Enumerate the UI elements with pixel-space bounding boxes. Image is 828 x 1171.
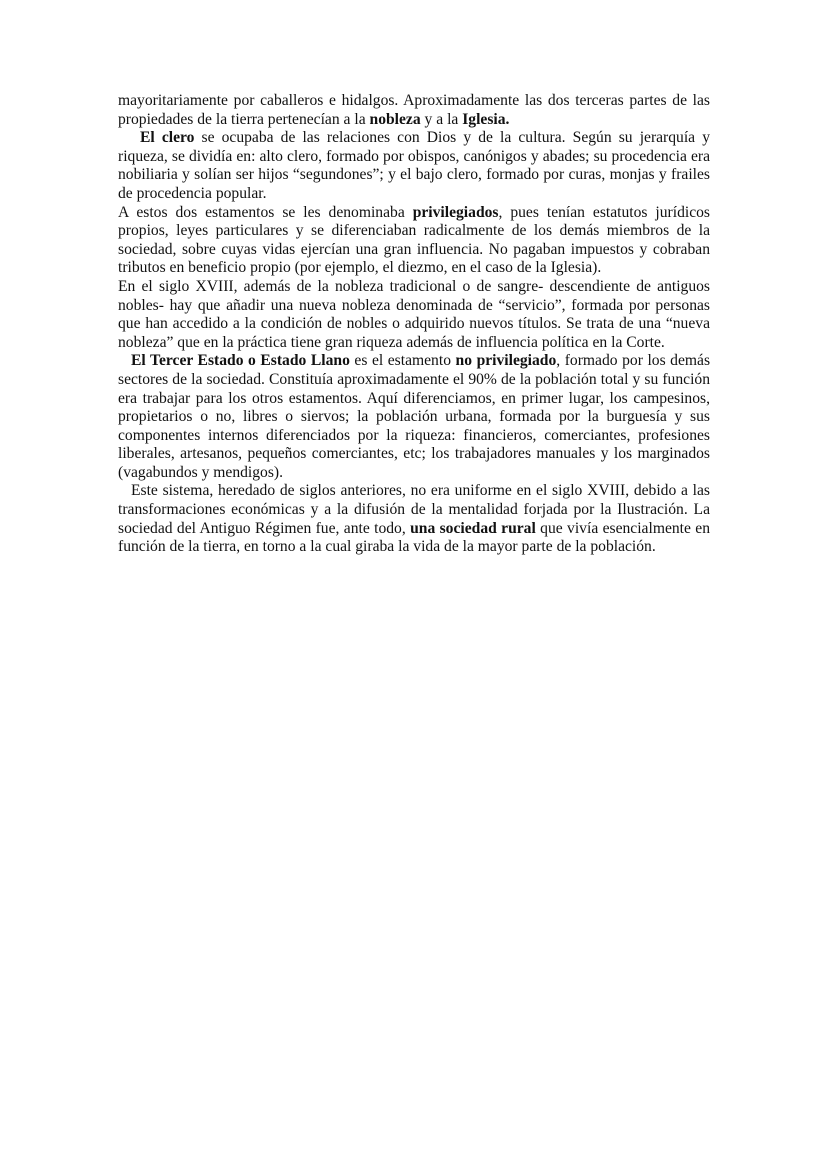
paragraph-text: y a la bbox=[420, 110, 463, 128]
paragraph-text: se ocupaba de las relaciones con Dios y de la cultura. Según su jerarquía y riqueza, se dividía en: alto clero, formado por obispos, canónigos y abades; su procedencia era nobiliaria y solían ser hijos “segundones”; y el bajo clero, formado por curas, monjas y frailes de procedencia popular. bbox=[118, 129, 710, 202]
document-page bbox=[118, 92, 710, 557]
paragraph-new-nobility bbox=[118, 278, 710, 352]
paragraph-third-estate bbox=[118, 352, 710, 482]
bold-term-clero: El clero bbox=[140, 129, 195, 147]
bold-term-iglesia: Iglesia. bbox=[462, 110, 510, 128]
paragraph-text: En el siglo XVIII, además de la nobleza tradicional o de sangre- descendiente de antiguos nobles- hay que añadir una nueva nobleza denominada de “servicio”, formada por personas que han accedido a la condición de nobles o adquirido nuevos títulos. Se trata de una “nueva nobleza” que en la práctica tiene gran riqueza además de influencia política en la Corte. bbox=[118, 277, 710, 351]
bold-term-nobleza: nobleza bbox=[369, 110, 421, 128]
paragraph-text: , pues tenían estatutos jurídicos propios, leyes particulares y se diferenciaban radicalmente de los demás miembros de la sociedad, sobre cuyas vidas ejercían una gran influencia. No pagaban impuestos y cobraban tributos en beneficio propio (por ejemplo, el diezmo, en el caso de la Iglesia). bbox=[118, 203, 710, 277]
paragraph-text: Este sistema, heredado de siglos anteriores, no era uniforme en el siglo XVIII, debido a las transformaciones económicas y a la difusión de la mentalidad forjada por la Ilustración. La sociedad del Antiguo Régimen fue, ante todo, bbox=[118, 482, 710, 537]
bold-term-sociedad-rural: una sociedad rural bbox=[410, 519, 536, 537]
paragraph-text: mayoritariamente por caballeros e hidalgos. Aproximadamente las dos terceras partes de las propiedades de la tierra pertenecían a la bbox=[118, 92, 710, 128]
bold-term-no-privilegiado: no privilegiado bbox=[455, 352, 557, 370]
paragraph-text: , formado por los demás sectores de la sociedad. Constituía aproximadamente el 90% de la población total y su función era trabajar para los otros estamentos. Aquí diferenciamos, en primer lugar, los campesinos, propietarios o no, libres o siervos; la población urbana, formada por la burguesía y sus componentes internos diferenciados por la riqueza: financieros, comerciantes, profesiones liberales, artesanos, pequeños comerciantes, etc; los trabajadores manuales y los marginados (vagabundos y mendigos). bbox=[118, 352, 711, 481]
paragraph-privileged bbox=[118, 204, 710, 278]
paragraph-text: A estos dos estamentos se les denominaba bbox=[118, 203, 413, 221]
paragraph-text: que vivía esencialmente en función de la tierra, en torno a la cual giraba la vida de la mayor parte de la población. bbox=[118, 519, 710, 556]
bold-term-tercer-estado: El Tercer Estado o Estado Llano bbox=[131, 352, 350, 370]
paragraph-clergy bbox=[118, 129, 710, 203]
paragraph-nobility-continued bbox=[118, 92, 710, 129]
paragraph-text: es el estamento bbox=[349, 352, 456, 370]
bold-term-privilegiados: privilegiados bbox=[412, 203, 499, 221]
paragraph-rural-society bbox=[118, 482, 710, 556]
